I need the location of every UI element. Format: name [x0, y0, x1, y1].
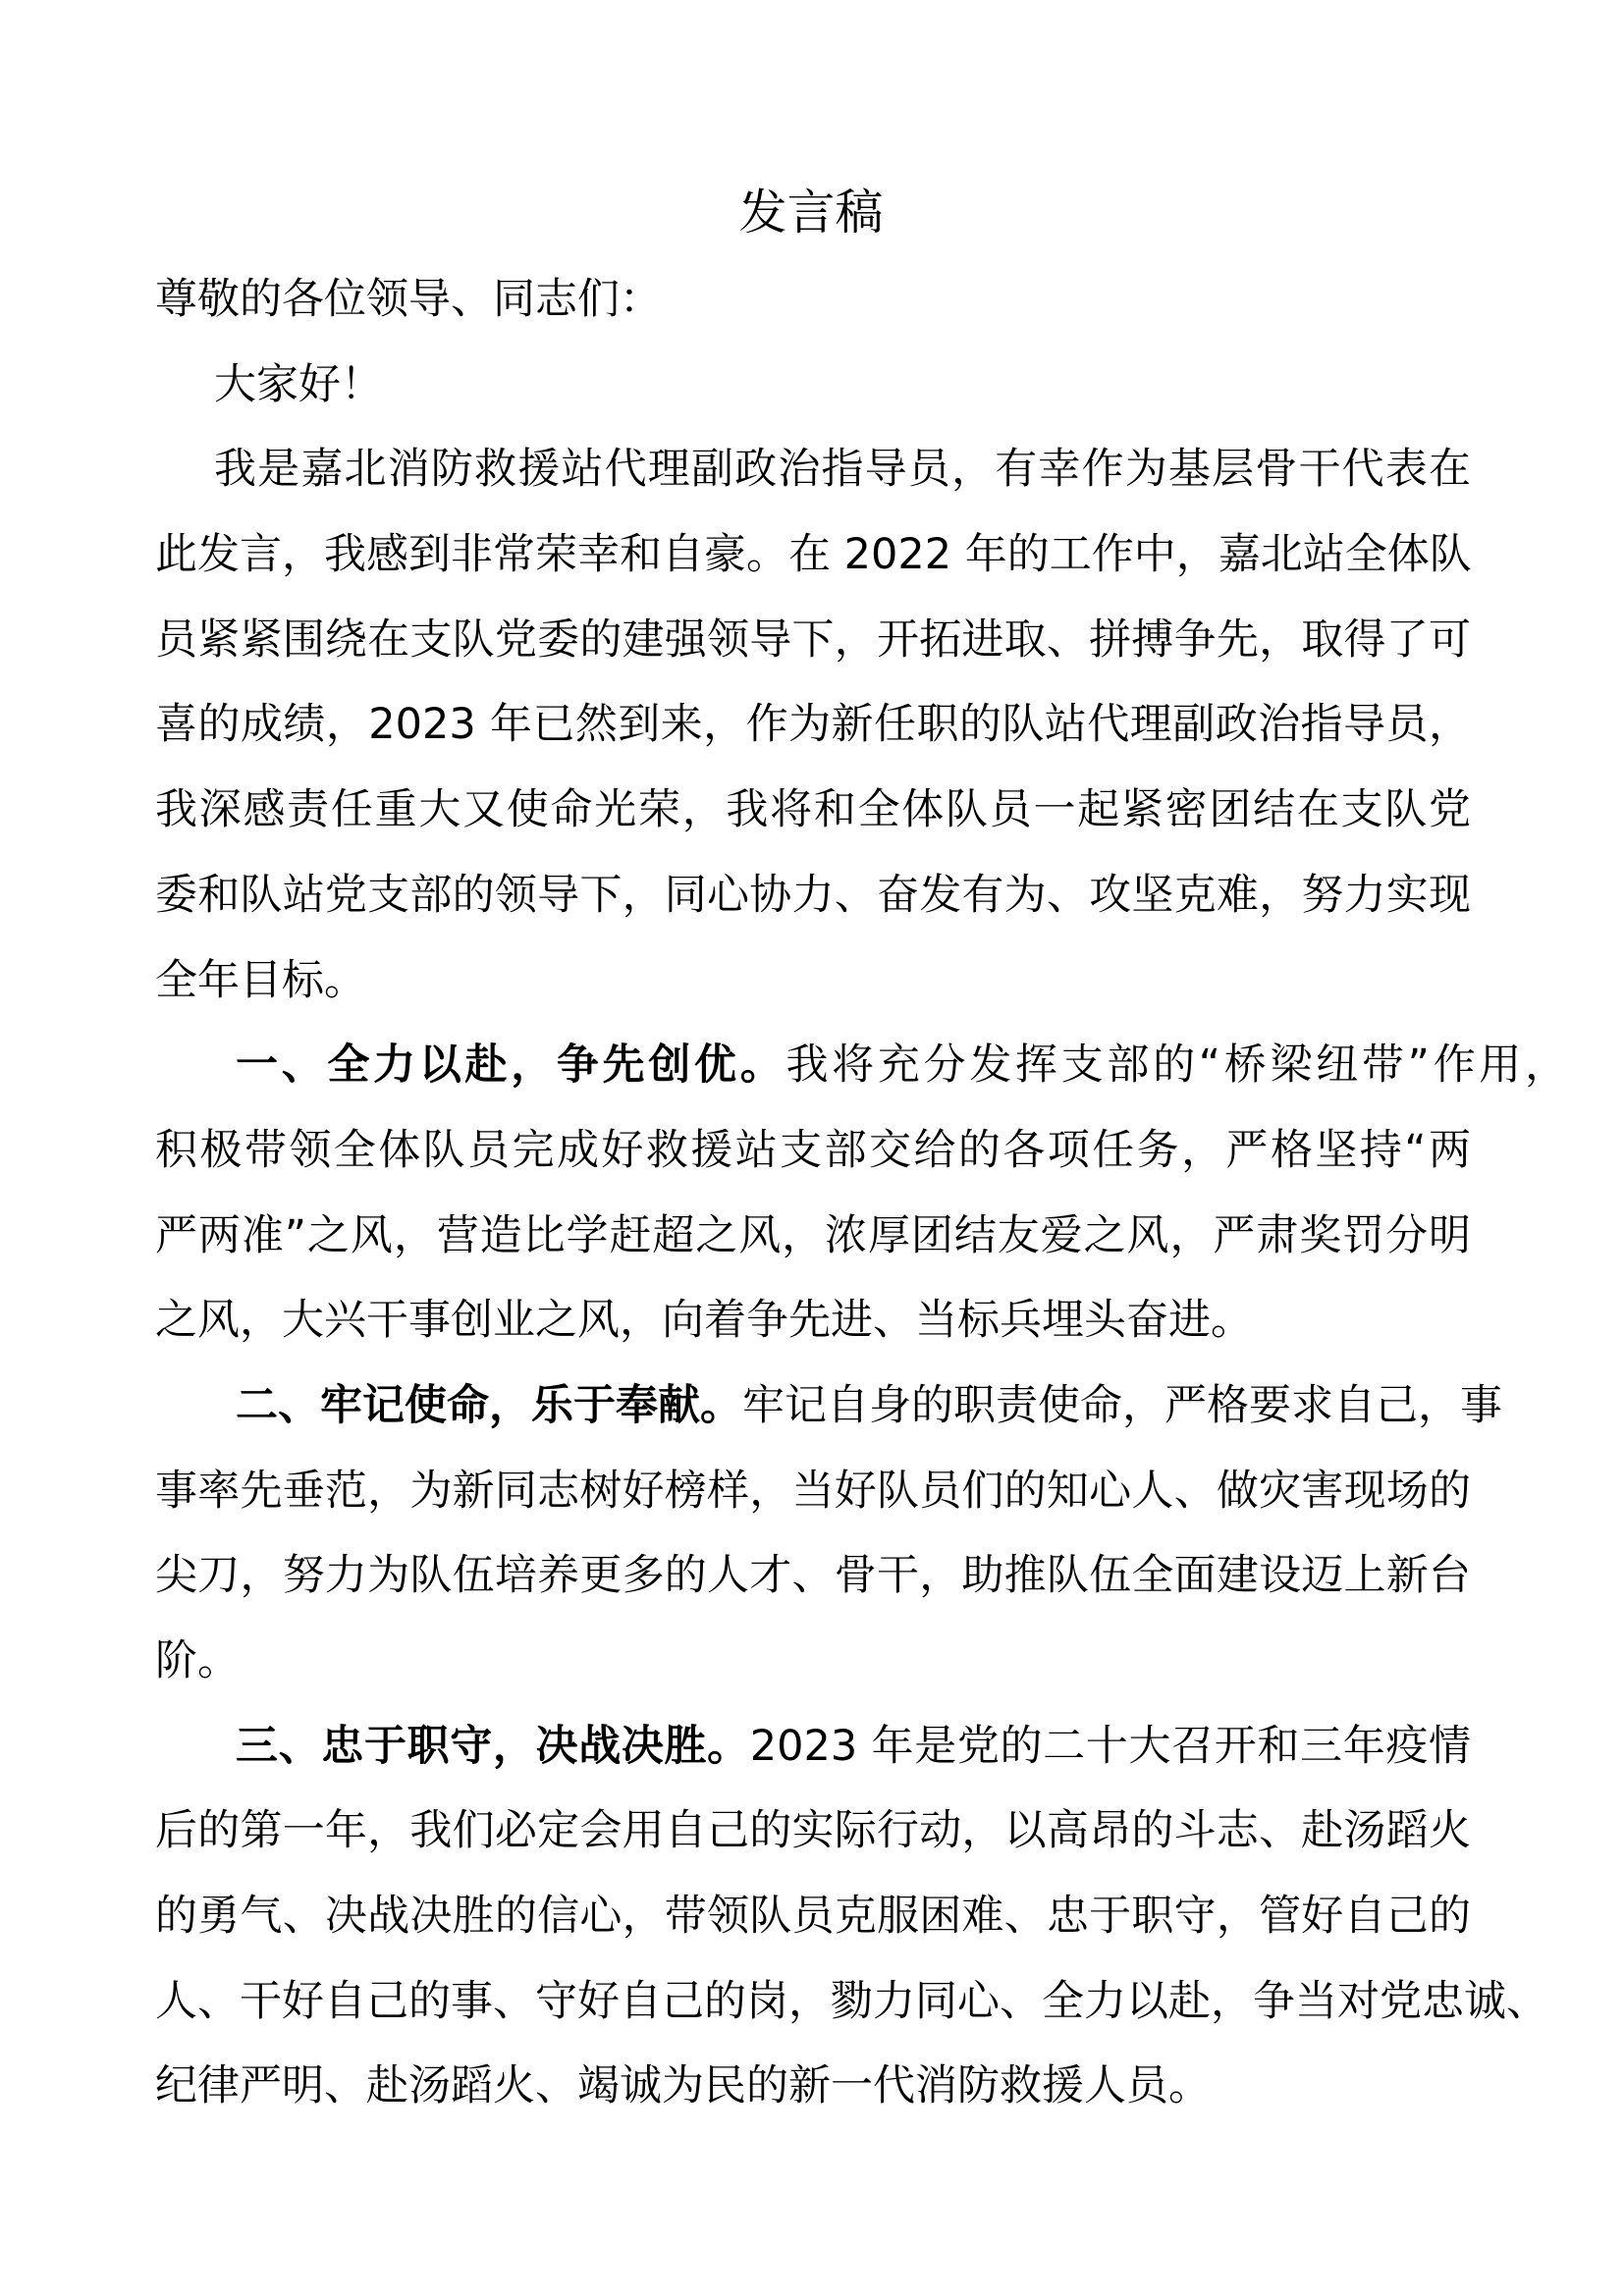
salutation: 尊敬的各位领导、同志们： — [155, 275, 662, 324]
section-three — [155, 1704, 1548, 2129]
document-title-text: 发言稿 — [738, 185, 884, 240]
paragraph-line: 严两准”之风，营造比学赶超之风，浓厚团结友爱之风，严肃奖罚分明 — [155, 1210, 1471, 1260]
section-one — [155, 1023, 1568, 1363]
section-heading: 三、忠于职守，决战决胜。 — [236, 1721, 750, 1771]
document-body — [155, 257, 1568, 2129]
section-text: 牢记自身的职责使命，严格要求自己，事 — [742, 1380, 1502, 1430]
section-heading: 一、全力以赴，争先创优。 — [236, 1041, 786, 1091]
paragraph-line: 员紧紧围绕在支队党委的建强领导下，开拓进取、拼搏争先，取得了可 — [155, 614, 1471, 665]
paragraph-line: 全年目标。 — [155, 955, 366, 1005]
paragraph-line: 后的第一年，我们必定会用自己的实际行动，以高昂的斗志、赴汤蹈火 — [155, 1806, 1471, 1856]
paragraph-line: 纪律严明、赴汤蹈火、竭诚为民的新一代消防救援人员。 — [155, 2061, 1211, 2111]
paragraph-line: 我是嘉北消防救援站代理副政治指导员，有幸作为基层骨干代表在 — [214, 445, 1471, 495]
intro-paragraph — [155, 427, 1471, 1023]
paragraph-line: 阶。 — [155, 1636, 240, 1685]
paragraph-line: 的勇气、决战决胜的信心，带领队员克服困难、忠于职守，管好自己的 — [155, 1892, 1471, 1942]
section-heading: 二、牢记使命，乐于奉献。 — [236, 1380, 742, 1430]
paragraph-line: 积极带领全体队员完成好救援站支部交给的各项任务，严格坚持“两 — [155, 1125, 1471, 1175]
section-two — [155, 1363, 1502, 1704]
section-text: 我将充分发挥支部的“桥梁纽带”作用， — [785, 1041, 1568, 1091]
paragraph-line: 我深感责任重大又使命光荣，我将和全体队员一起紧密团结在支队党 — [155, 785, 1471, 835]
paragraph-line: 委和队站党支部的领导下，同心协力、奋发有为、攻坚克难，努力实现 — [155, 870, 1471, 920]
section-first-line — [155, 1704, 1471, 1789]
document-title — [0, 169, 1624, 257]
paragraph-line: 喜的成绩，2023 年已然到来，作为新任职的队站代理副政治指导员， — [155, 700, 1471, 750]
paragraph-line: 事率先垂范，为新同志树好榜样，当好队员们的知心人、做灾害现场的 — [155, 1466, 1471, 1516]
paragraph-line: 人、干好自己的事、守好自己的岗，勠力同心、全力以赴，争当对党忠诚、 — [155, 1976, 1548, 2026]
section-first-line — [155, 1023, 1567, 1108]
paragraph-line: 此发言，我感到非常荣幸和自豪。在 2022 年的工作中，嘉北站全体队 — [155, 530, 1472, 580]
section-text: 2023 年是党的二十大召开和三年疫情 — [749, 1721, 1471, 1771]
section-first-line — [155, 1363, 1502, 1449]
paragraph-line: 之风，大兴干事创业之风，向着争先进、当标兵埋头奋进。 — [155, 1296, 1253, 1346]
greeting: 大家好！ — [214, 359, 383, 409]
paragraph-line: 尖刀，努力为队伍培养更多的人才、骨干，助推队伍全面建设迈上新台 — [155, 1551, 1471, 1601]
